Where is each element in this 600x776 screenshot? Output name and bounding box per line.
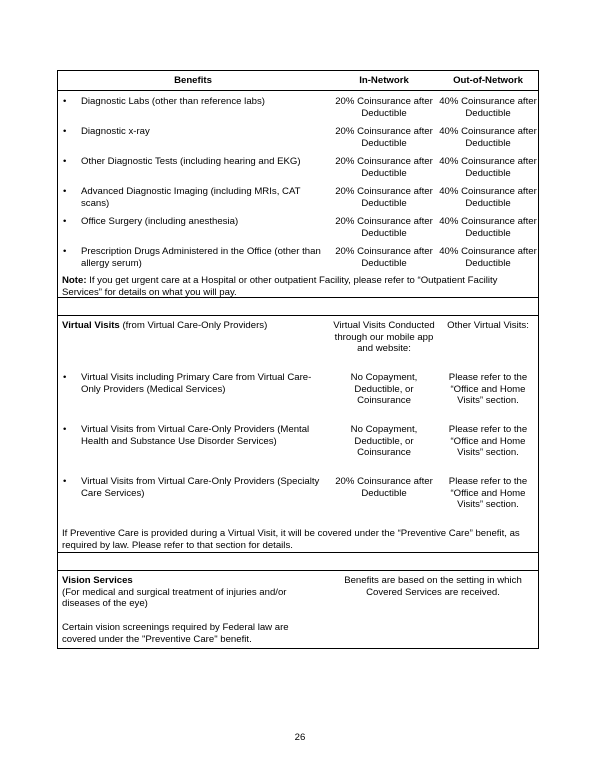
bullet: • <box>63 424 67 435</box>
bullet: • <box>63 216 67 227</box>
out-network-value: 40% Coinsurance after Deductible <box>439 216 537 239</box>
note-label: Note: <box>62 275 87 286</box>
in-network-value: 20% Coinsurance after Deductible <box>335 186 433 209</box>
header-in-network: In-Network <box>359 75 409 86</box>
in-network-value: 20% Coinsurance after Deductible <box>335 96 433 119</box>
vision-screening-note: Certain vision screenings required by Federal law are covered under the "Preventive Care" benefit. <box>62 622 289 645</box>
bullet: • <box>63 96 67 107</box>
section-divider <box>58 552 538 571</box>
header-benefits: Benefits <box>174 75 212 86</box>
out-network-value: 40% Coinsurance after Deductible <box>439 96 537 119</box>
in-network-value: 20% Coinsurance after Deductible <box>335 216 433 239</box>
bullet: • <box>63 186 67 197</box>
out-network-value: 40% Coinsurance after Deductible <box>439 126 537 149</box>
section-divider <box>58 297 538 316</box>
in-network-value: 20% Coinsurance after Deductible <box>335 246 433 269</box>
section-title: Vision Services <box>62 575 133 586</box>
section-subtitle: (from Virtual Care-Only Providers) <box>119 320 268 331</box>
out-network-value: Please refer to the “Office and Home Visits” section. <box>448 476 528 510</box>
benefit-label: Office Surgery (including anesthesia) <box>81 216 239 227</box>
out-network-value: 40% Coinsurance after Deductible <box>439 186 537 209</box>
out-network-value: Please refer to the “Office and Home Visits” section. <box>448 372 528 406</box>
bullet: • <box>63 156 67 167</box>
diagnostic-section <box>58 91 538 297</box>
virtual-out-column-header: Other Virtual Visits: <box>447 320 529 331</box>
in-network-value: 20% Coinsurance after Deductible <box>335 126 433 149</box>
preventive-care-note: If Preventive Care is provided during a Virtual Visit, it will be covered under the “Preventive Care” benefit, as required by law. Please refer to that section for details. <box>62 528 520 551</box>
virtual-visits-heading <box>62 320 324 332</box>
urgent-care-note <box>62 275 532 298</box>
out-network-value: 40% Coinsurance after Deductible <box>439 156 537 179</box>
vision-services-section <box>58 571 538 648</box>
virtual-visits-section <box>58 316 538 552</box>
benefit-label: Virtual Visits from Virtual Care-Only Providers (Mental Health and Substance Use Disorder Services) <box>81 424 310 447</box>
out-network-value: Please refer to the “Office and Home Visits” section. <box>448 424 528 458</box>
bullet: • <box>63 126 67 137</box>
header-out-of-network: Out-of-Network <box>453 75 523 86</box>
benefit-label: Virtual Visits from Virtual Care-Only Providers (Specialty Care Services) <box>81 476 320 499</box>
vision-heading-block <box>62 575 312 610</box>
table-header <box>58 71 538 91</box>
in-network-value: 20% Coinsurance after Deductible <box>335 476 433 499</box>
page-number: 26 <box>294 732 306 743</box>
in-network-value: No Copayment, Deductible, or Coinsurance <box>350 424 418 458</box>
virtual-in-column-header: Virtual Visits Conducted through our mobile app and website: <box>333 320 435 354</box>
benefit-label: Diagnostic Labs (other than reference labs) <box>81 96 265 107</box>
section-title: Virtual Visits <box>62 320 120 331</box>
bullet: • <box>63 372 67 383</box>
out-network-value: 40% Coinsurance after Deductible <box>439 246 537 269</box>
in-network-value: 20% Coinsurance after Deductible <box>335 156 433 179</box>
in-network-value: No Copayment, Deductible, or Coinsurance <box>350 372 418 406</box>
note-text: If you get urgent care at a Hospital or other outpatient Facility, please refer to “Outpatient Facility Services” for details on what you will pay. <box>62 275 498 298</box>
section-subtitle: (For medical and surgical treatment of injuries and/or diseases of the eye) <box>62 586 287 609</box>
bullet: • <box>63 246 67 257</box>
bullet: • <box>63 476 67 487</box>
benefit-label: Virtual Visits including Primary Care from Virtual Care-Only Providers (Medical Services) <box>81 372 312 395</box>
benefit-label: Advanced Diagnostic Imaging (including MRIs, CAT scans) <box>81 186 301 209</box>
benefit-label: Prescription Drugs Administered in the Office (other than allergy serum) <box>81 246 321 269</box>
vision-benefit-text: Benefits are based on the setting in which Covered Services are received. <box>344 575 522 598</box>
benefit-label: Diagnostic x-ray <box>81 126 150 137</box>
benefits-table <box>57 70 539 649</box>
benefit-label: Other Diagnostic Tests (including hearing and EKG) <box>81 156 301 167</box>
